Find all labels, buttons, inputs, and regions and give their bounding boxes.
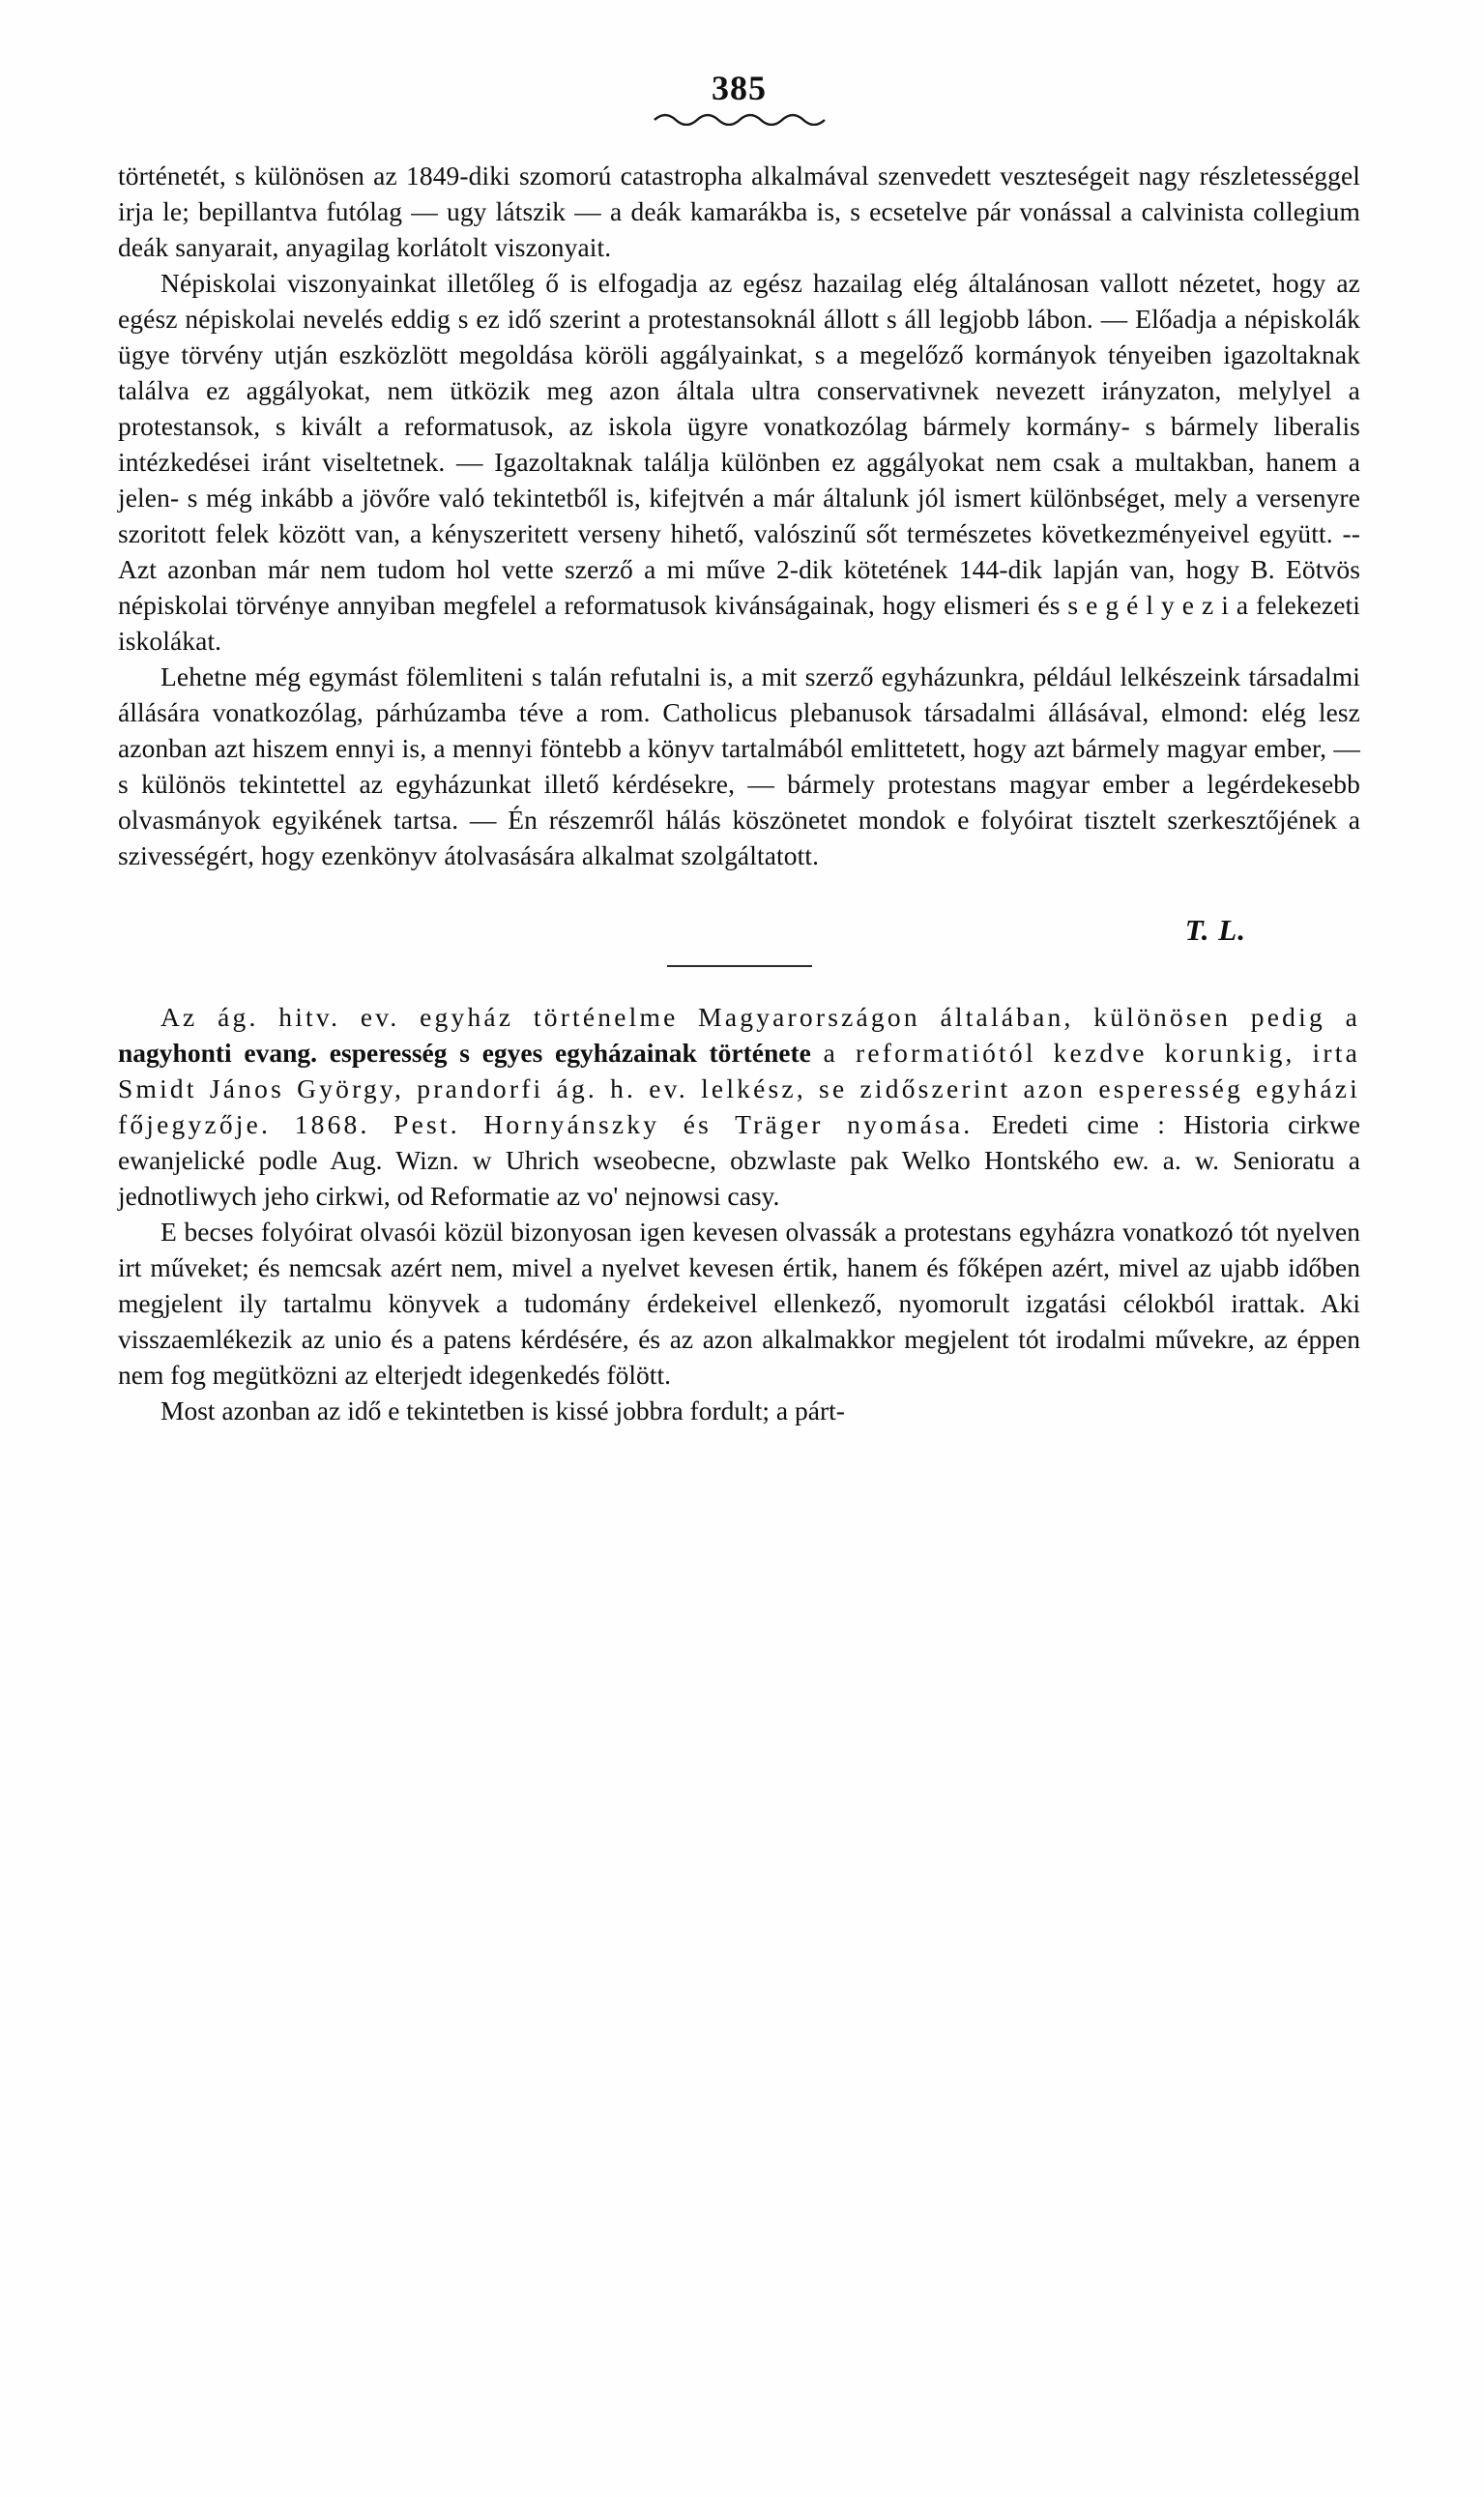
review-paragraph-1: E becses folyóirat olvasói közül bizonyosan igen kevesen olvassák a protestans egyházra vonatkozó tót nyelven irt műveket; és nemcsak azért nem, mivel a nyelvet kevesen értik, hanem és főképen azért, mivel az ujabb időben megjelent ily tartalmu könyvek a tudomány érdekeivel ellenkező, nyomorult izgatási célokból irattak. Aki visszaemlékezik az unio és a patens kérdésére, és az azon alkalmakkor megjelent tót irodalmi művekre, az éppen nem fog megütközni az elterjedt idegenkedés fölött. <box>118 1216 1360 1390</box>
paragraph-1: történetét, s különösen az 1849-diki szomorú catastropha alkalmával szenvedett veszteségeit nagy részletességgel irja le; bepillantva futólag — ugy látszik — a deák kamarákba is, s ecsetelve pár vonással a calvinista collegium deák sanyarait, anyagilag korlátolt viszonyait. <box>118 161 1360 262</box>
review-title-part2: nagyhonti evang. esperesség s egyes egyházainak története <box>118 1037 811 1068</box>
review-title <box>118 1000 1360 1215</box>
page-number: 385 <box>712 69 767 107</box>
review-entry <box>118 1000 1360 1429</box>
article-body <box>118 159 1360 874</box>
wavy-rule-icon <box>653 110 827 126</box>
wavy-ornament-rule <box>118 110 1360 126</box>
review-title-part1: Az ág. hitv. ev. egyház történelme Magyarországon általában, különösen pedig a <box>160 1001 1360 1032</box>
divider-line <box>667 965 812 967</box>
author-signature: T. L. <box>1184 912 1246 947</box>
section-divider <box>118 965 1360 967</box>
review-paragraph-2: Most azonban az idő e tekintetben is kissé jobbra fordult; a párt- <box>160 1395 845 1425</box>
paragraph-2: Népiskolai viszonyainkat illetőleg ő is elfogadja az egész hazailag elég általánosan vallott nézetet, hogy az egész népiskolai nevelés eddig s ez idő szerint a protestansoknál állott s áll legjobb lábon. — Előadja a népiskolák ügye törvény utján eszközlött megoldása köröli aggályainkat, s a megelőző kormányok tényeiben igazoltaknak találva ez aggályokat, nem ütközik meg azon általa ultra conservativnek nevezett irányzaton, melylyel a protestansok, s kivált a reformatusok, az iskola ügyre vonatkozólag bármely kormány- s bármely liberalis intézkedései iránt viseltetnek. — Igazoltaknak találja különben ez aggályokat nem csak a multakban, hanem a jelen- s még inkább a jövőre való tekintetből is, kifejtvén a már általunk jól ismert különbséget, mely a versenyre szoritott felek között van, a kényszeritett verseny hihető, valószinű sőt természetes következményeivel együtt. -- Azt azonban már nem tudom hol vette szerző a mi műve 2-dik kötetének 144-dik lapján van, hogy B. Eötvös népiskolai törvénye annyiban megfelel a reformatusok kivánságainak, hogy elismeri és s e g é l y e z i a felekezeti iskolákat. <box>118 267 1360 656</box>
paragraph-3: Lehetne még egymást fölemliteni s talán refutalni is, a mit szerző egyházunkra, például lelkészeink társadalmi állására vonatkozólag, párhúzamba téve a rom. Catholicus plebanusok társadalmi állásával, elmond: elég lesz azonban azt hiszem ennyi is, a mennyi föntebb a könyv tartalmából emlittetett, hogy azt bármely magyar ember, — s különös tekintettel az egyházunkat illető kérdésekre, — bármely protestans magyar ember a legérdekesebb olvasmányok egyikének tartsa. — Én részemről hálás köszönetet mondok e folyóirat tisztelt szerkesztőjének a szivességért, hogy ezenkönyv átolvasására alkalmat szolgáltatott. <box>118 661 1360 870</box>
review-title-part3: a reformatiótól kezdve korunkig, irta Smidt János György, prandorfi ág. h. ev. lelkész, se zidőszerint azon esperesség egyházi főjegyzője. 1868. Pest. Hornyánszky és Träger nyomása. <box>118 1037 1360 1139</box>
review-title-tail: Eredeti cime : Historia cirkwe ewanjelické podle Aug. Wizn. w Uhrich wseobecne, obzwlaste pak Welko Hontského ew. a. w. Senioratu a jednotliwych jeho cirkwi, od Reformatie az vo' nejnowsi casy. <box>118 1108 1360 1211</box>
